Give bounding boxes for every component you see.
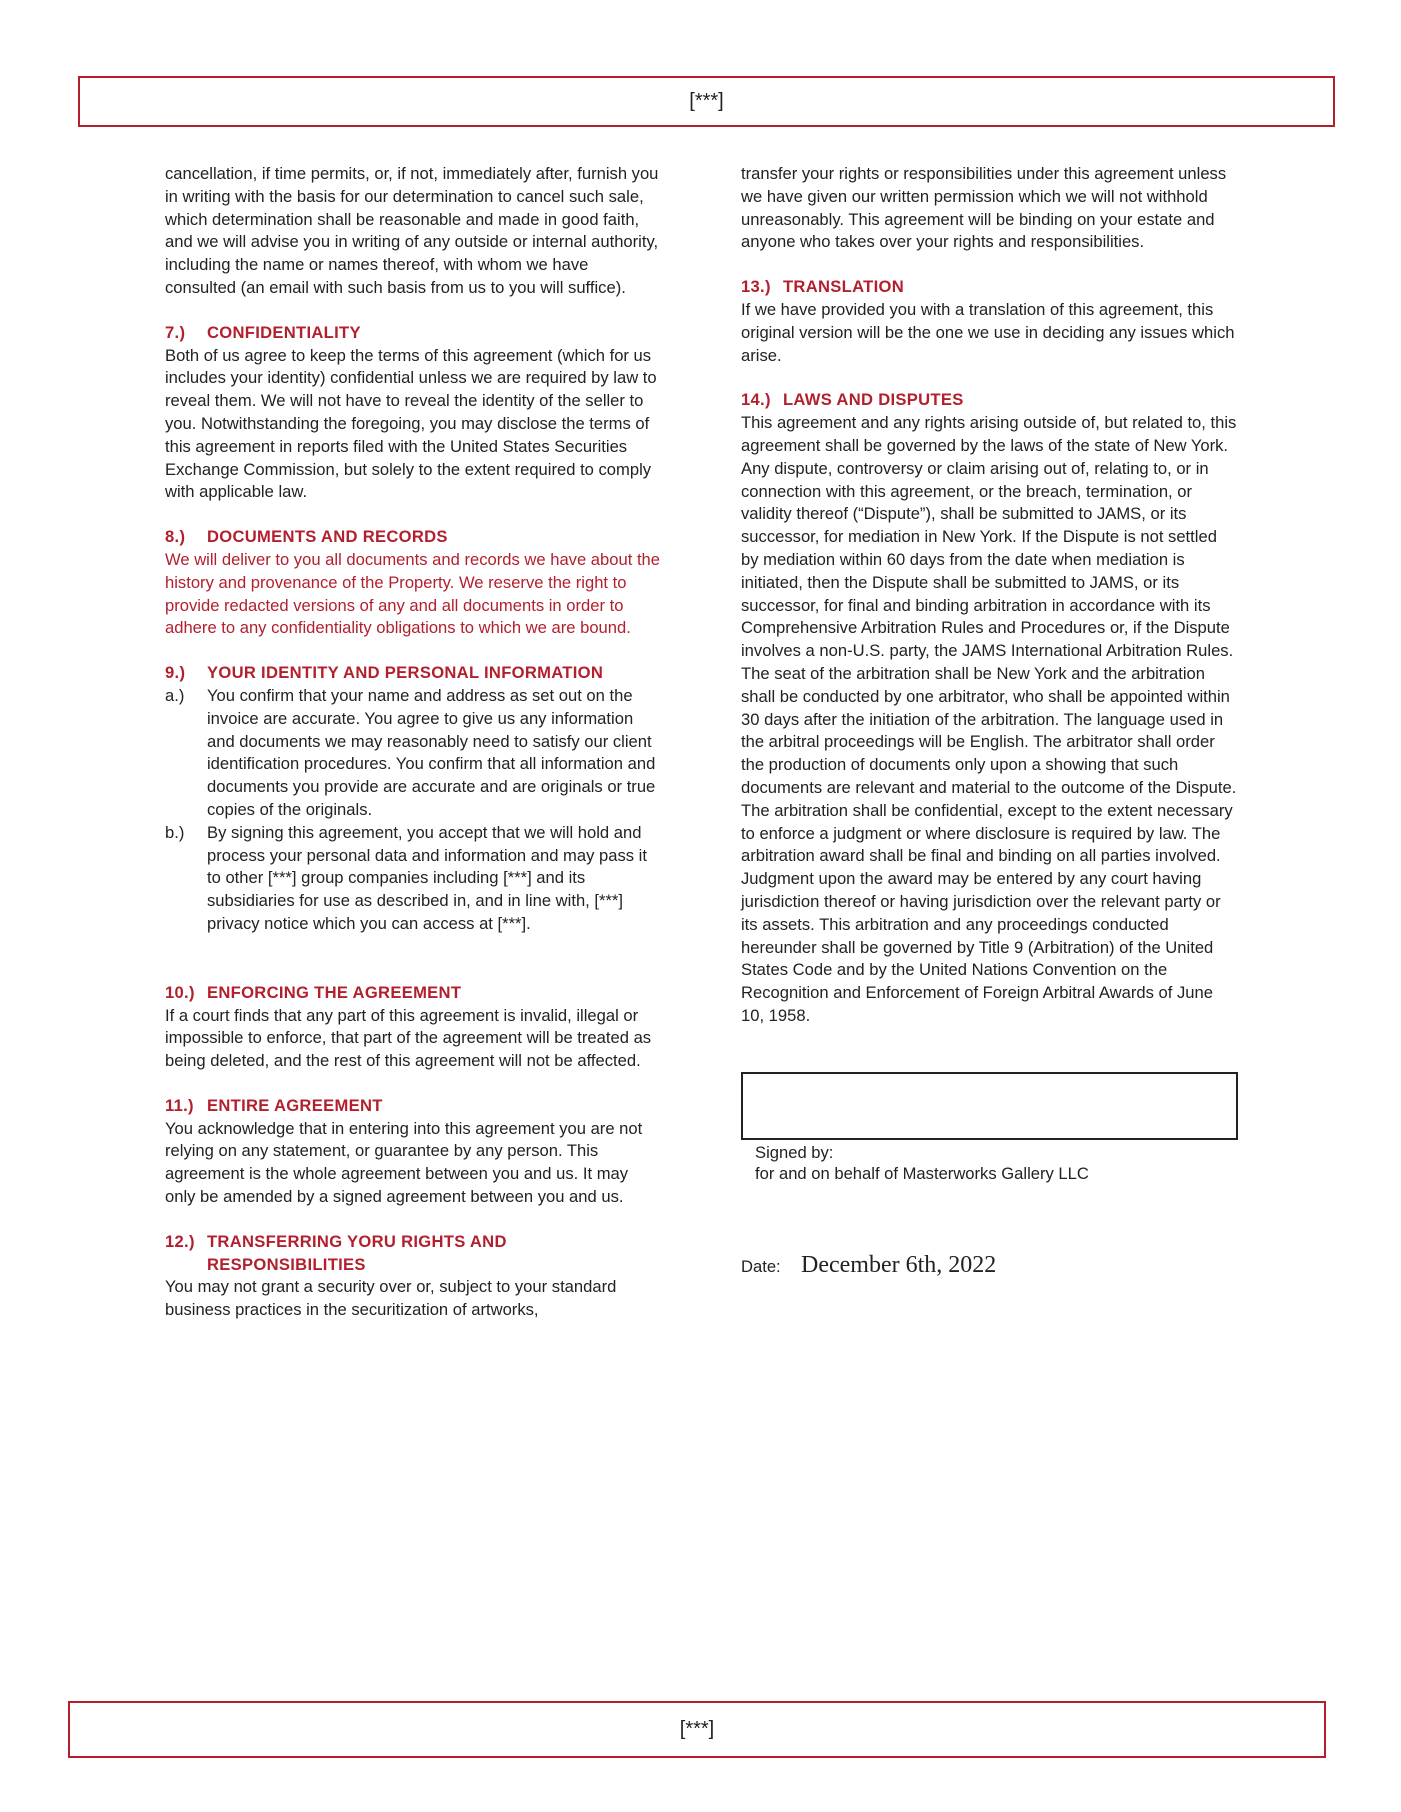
list-label: b.) (165, 822, 185, 842)
section-9-item-a (165, 685, 662, 822)
section-12 (165, 1231, 662, 1322)
footer-text: [***] (679, 1718, 715, 1740)
section-13-body: If we have provided you with a translation of this agreement, this original version will be the one we use in deciding any issues which arise. (741, 299, 1235, 365)
section-8 (165, 526, 662, 640)
signature-caption (741, 1142, 1238, 1184)
date-label: Date: (741, 1256, 781, 1276)
section-13-heading (741, 276, 1238, 299)
section-title: LAWS AND DISPUTES (783, 390, 964, 410)
section-12-heading (165, 1231, 662, 1277)
section-9 (165, 662, 662, 936)
section-number: 9.) (165, 663, 186, 683)
section-8-heading (165, 526, 662, 549)
section-12-continued: transfer your rights or responsibilities under this agreement unless we have given our written permission which we will not withhold unreasonably. This agreement will be binding on your estate and anyone who takes over your rights and responsibilities. (741, 164, 1227, 252)
section-7-heading (165, 322, 662, 345)
list-label: a.) (165, 685, 185, 705)
section-number: 7.) (165, 322, 186, 342)
section-title: TRANSLATION (783, 277, 904, 297)
section-title: YOUR IDENTITY AND PERSONAL INFORMATION (207, 663, 604, 683)
section-title: ENFORCING THE AGREEMENT (207, 982, 462, 1002)
on-behalf-label: for and on behalf of Masterworks Gallery LLC (755, 1163, 1089, 1183)
section-number: 8.) (165, 527, 186, 547)
section-number: 10.) (165, 982, 195, 1002)
section-title: CONFIDENTIALITY (207, 322, 361, 342)
signed-by-label: Signed by: (755, 1142, 834, 1162)
section-11-heading (165, 1095, 662, 1118)
section-title: TRANSFERRING YORU RIGHTS AND RESPONSIBILITIES (207, 1231, 507, 1274)
list-text: You confirm that your name and address as set out on the invoice are accurate. You agree to give us any information and documents we may reasonably need to satisfy our client identification procedures. You confirm that all information and documents you provide are accurate and are originals or true copies of the originals. (207, 685, 656, 819)
section-12-body: You may not grant a security over or, subject to your standard business practices in the securitization of artworks, (165, 1277, 617, 1320)
section-7-body: Both of us agree to keep the terms of this agreement (which for us includes your identity) confidential unless we are required by law to reveal them. We will not have to reveal the identity of the seller to you. Notwithstanding the foregoing, you may disclose the terms of this agreement in reports filed with the United States Securities Exchange Commission, but solely to the extent required to comply with applicable law. (165, 345, 657, 502)
section-title: DOCUMENTS AND RECORDS (207, 527, 448, 547)
section-number: 11.) (165, 1095, 194, 1115)
section-7 (165, 322, 662, 504)
section-14-heading (741, 389, 1238, 412)
section-9-item-b (165, 822, 662, 936)
footer-box (68, 1701, 1326, 1758)
section-14 (741, 389, 1238, 1027)
signature-box[interactable] (741, 1072, 1238, 1140)
section-number: 14.) (741, 390, 771, 410)
section-10-body: If a court finds that any part of this agreement is invalid, illegal or impossible to enforce, that part of the agreement will be treated as being deleted, and the rest of this agreement will not be affected. (165, 1005, 652, 1071)
date-row (741, 1251, 1238, 1279)
section-11-body: You acknowledge that in entering into this agreement you are not relying on any statement, or guarantee by any person. This agreement is the whole agreement between you and us. It may only be amended by a signed agreement between you and us. (165, 1118, 643, 1207)
section-10 (165, 982, 662, 1073)
header-box (78, 76, 1335, 127)
section-6-continued: cancellation, if time permits, or, if not, immediately after, furnish you in writing with the basis for our determination to cancel such sale, which determination shall be reasonable and made in good faith, and we will advise you in writing of any outside or internal authority, including the name or names thereof, with whom we have consulted (an email with such basis from us to you will suffice). (165, 164, 659, 297)
section-14-body: This agreement and any rights arising outside of, but related to, this agreement shall be governed by the laws of the state of New York. Any dispute, controversy or claim arising out of, relating to, or in connection with this agreement, or the breach, termination, or validity thereof (“Dispute”), shall be submitted to JAMS, or its successor, for mediation in New York. If the Dispute is not settled by mediation within 60 days from the date when mediation is initiated, then the Dispute shall be submitted to JAMS, or its successor, for final and binding arbitration in accordance with its Comprehensive Arbitration Rules and Procedures or, if the Dispute involves a non-U.S. party, the JAMS International Arbitration Rules. The seat of the arbitration shall be New York and the arbitration shall be conducted by one arbitrator, who shall be appointed within 30 days after the initiation of the arbitration. The language used in the arbitral proceedings will be English. The arbitrator shall order the production of documents only upon a showing that such documents are relevant and material to the outcome of the Dispute. The arbitration shall be confidential, except to the extent necessary to enforce a judgment or where disclosure is required by law. The arbitration award shall be final and binding on all parties involved. Judgment upon the award may be entered by any court having jurisdiction thereof or having jurisdiction over the relevant party or its assets. This arbitration and any proceedings conducted hereunder shall be governed by Title 9 (Arbitration) of the United States Code and by the United Nations Convention on the Recognition and Enforcement of Foreign Arbitral Awards of June 10, 1958. (741, 413, 1237, 1025)
header-text: [***] (689, 90, 724, 112)
section-11 (165, 1095, 662, 1209)
left-column (165, 163, 662, 1322)
list-text: By signing this agreement, you accept that we will hold and process your personal data and information and may pass it to other [***] group companies including [***] and its subsidiaries for use as described in, and in line with, [***] privacy notice which you can access at [***]. (207, 822, 647, 933)
right-column (741, 163, 1238, 1278)
section-number: 13.) (741, 277, 771, 297)
date-value: December 6th, 2022 (801, 1251, 997, 1278)
section-9-heading (165, 662, 662, 685)
section-title: ENTIRE AGREEMENT (207, 1095, 383, 1115)
section-13 (741, 276, 1238, 367)
section-8-body: We will deliver to you all documents and records we have about the history and provenance of the Property. We reserve the right to provide redacted versions of any and all documents in order to adhere to any confidentiality obligations to which we are bound. (165, 549, 661, 638)
section-number: 12.) (165, 1231, 195, 1251)
section-10-heading (165, 982, 662, 1005)
